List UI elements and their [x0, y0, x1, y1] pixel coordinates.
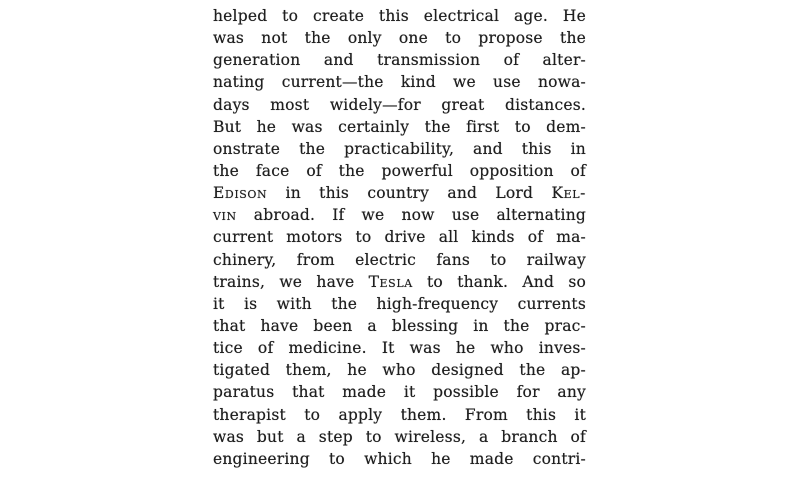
text-segment: that have been a blessing in the prac-: [213, 316, 586, 335]
text-line: [213, 226, 586, 248]
small-caps-name: Kel-: [551, 184, 586, 203]
text-segment: trains, we have: [213, 272, 369, 291]
text-segment: current motors to drive all kinds of ma-: [213, 228, 586, 247]
text-line: [213, 404, 586, 426]
text-line: [213, 116, 586, 138]
text-line: [213, 359, 586, 381]
text-line: [213, 448, 586, 470]
text-segment: chinery, from electric fans to railway: [213, 250, 586, 269]
text-column: [213, 5, 586, 470]
text-line: [213, 381, 586, 403]
text-segment: was but a step to wireless, a branch of: [213, 427, 586, 446]
text-line: [213, 337, 586, 359]
text-line: [213, 293, 586, 315]
text-segment: to thank. And so: [412, 272, 587, 291]
text-segment: generation and transmission of alter-: [213, 51, 586, 70]
text-line: [213, 138, 586, 160]
text-line: [213, 249, 586, 271]
text-line: [213, 182, 586, 204]
small-caps-name: vin: [213, 206, 237, 225]
text-segment: But he was certainly the first to dem-: [213, 117, 586, 136]
text-line: [213, 49, 586, 71]
text-segment: in this country and Lord: [267, 184, 552, 203]
text-segment: paratus that made it possible for any: [213, 383, 586, 402]
text-segment: tigated them, he who designed the ap-: [213, 361, 586, 380]
text-segment: abroad. If we now use alternating: [236, 206, 586, 225]
text-line: [213, 426, 586, 448]
text-segment: days most widely—for great distances.: [213, 95, 586, 114]
text-segment: helped to create this electrical age. He: [213, 7, 586, 25]
text-line: [213, 204, 586, 226]
text-line: [213, 160, 586, 182]
text-line: [213, 315, 586, 337]
text-segment: onstrate the practicability, and this in: [213, 139, 586, 158]
text-line: [213, 5, 586, 27]
text-line: [213, 71, 586, 93]
small-caps-name: Edison: [213, 184, 268, 203]
text-segment: the face of the powerful opposition of: [213, 161, 586, 180]
text-segment: engineering to which he made contri-: [213, 449, 586, 468]
text-segment: tice of medicine. It was he who inves-: [213, 339, 586, 358]
text-segment: it is with the high-frequency currents: [213, 294, 586, 313]
text-line: [213, 94, 586, 116]
text-line: [213, 271, 586, 293]
text-segment: nating current—the kind we use nowa-: [213, 73, 586, 92]
text-segment: was not the only one to propose the: [213, 29, 586, 48]
small-caps-name: Tesla: [368, 272, 413, 291]
text-segment: therapist to apply them. From this it: [213, 405, 586, 424]
text-line: [213, 27, 586, 49]
